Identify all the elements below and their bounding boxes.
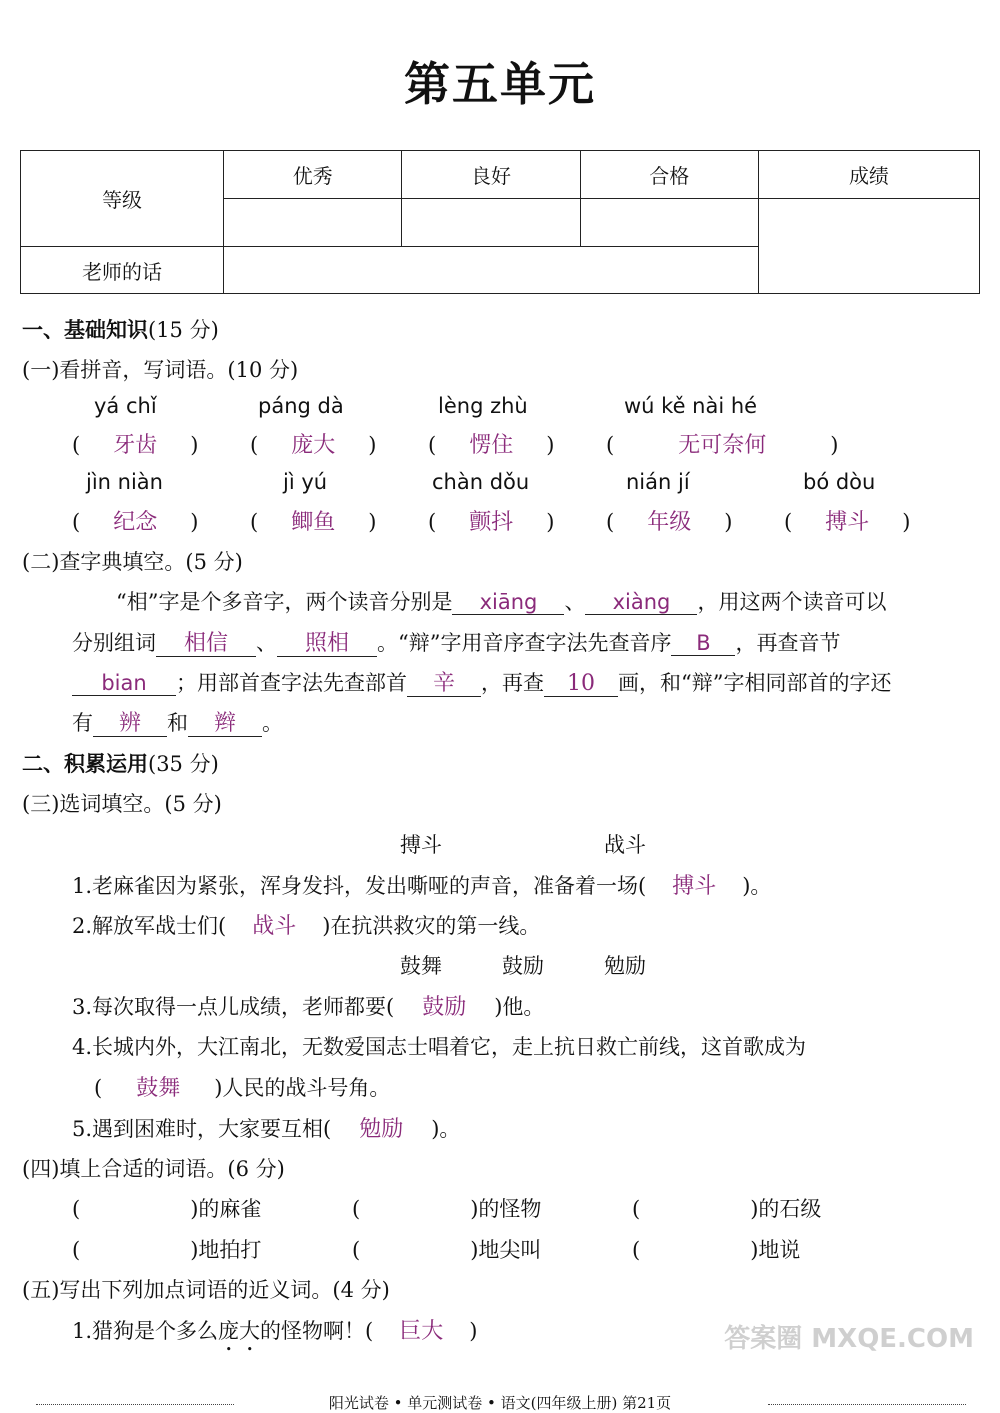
fill-item[interactable]: ( )的麻雀 bbox=[72, 1197, 262, 1221]
answer-box[interactable]: ( 庞大 ) bbox=[250, 433, 377, 458]
q2-line4: 有 辨 和 辫 。 bbox=[72, 711, 283, 736]
answer-box[interactable]: ( 牙齿 ) bbox=[72, 433, 199, 458]
blank[interactable]: 战斗 bbox=[252, 914, 297, 939]
section1-heading: 一、基础知识(15 分) bbox=[22, 317, 219, 342]
answer-box[interactable]: ( 颤抖 ) bbox=[428, 510, 555, 535]
cell-good[interactable] bbox=[402, 199, 580, 247]
teacher-comment-cell[interactable] bbox=[224, 247, 759, 294]
q5-sentence-1: 1.猎狗是个多么庞大的怪物啊！( 巨大 ) bbox=[72, 1314, 477, 1356]
q1-title: (一)看拼音，写词语。(10 分) bbox=[22, 358, 299, 382]
blank[interactable]: 搏斗 bbox=[672, 874, 717, 899]
q5-title: (五)写出下列加点词语的近义词。(4 分) bbox=[22, 1278, 390, 1302]
cell-pass[interactable] bbox=[580, 199, 758, 247]
pinyin: lèng zhù bbox=[438, 394, 528, 418]
cell-excellent[interactable] bbox=[224, 199, 402, 247]
pinyin: yá chǐ bbox=[94, 394, 157, 418]
q3-sentence-4-cont: ( 鼓舞 )人民的战斗号角。 bbox=[94, 1071, 390, 1102]
answer-box[interactable]: ( 无可奈何 ) bbox=[606, 433, 839, 458]
col-pass: 合格 bbox=[580, 151, 758, 199]
pinyin: páng dà bbox=[258, 394, 344, 418]
q3-sentence-4: 4.长城内外，大江南北，无数爱国志士唱着它，走上抗日救亡前线，这首歌成为 bbox=[72, 1035, 807, 1059]
fill-item[interactable]: ( )的怪物 bbox=[352, 1197, 542, 1221]
col-good: 良好 bbox=[402, 151, 580, 199]
q2-title: (二)查字典填空。(5 分) bbox=[22, 550, 243, 574]
q2-line2: 分别组词 相信 、 照相 。“辩”字用音序查字法先查音序 B ，再查音节 bbox=[72, 631, 841, 656]
pinyin: wú kě nài hé bbox=[624, 394, 758, 418]
blank[interactable]: 辫 bbox=[188, 712, 262, 737]
pinyin: nián jí bbox=[626, 470, 690, 494]
blank[interactable]: 辨 bbox=[93, 712, 167, 737]
watermark: 答案圈 MXQE.COM bbox=[724, 1324, 974, 1354]
blank[interactable]: 巨大 bbox=[399, 1319, 444, 1344]
answer-box[interactable]: ( 愣住 ) bbox=[428, 433, 555, 458]
blank[interactable]: 照相 bbox=[277, 632, 377, 657]
pinyin: jì yú bbox=[283, 470, 328, 494]
blank[interactable]: B bbox=[671, 631, 735, 656]
q3-sentence-1: 1.老麻雀因为紧张，浑身发抖，发出嘶哑的声音，准备着一场( 搏斗 )。 bbox=[72, 869, 771, 900]
col-excellent: 优秀 bbox=[224, 151, 402, 199]
q3-title: (三)选词填空。(5 分) bbox=[22, 792, 222, 816]
cell-score[interactable] bbox=[758, 199, 979, 294]
blank[interactable]: 辛 bbox=[407, 672, 481, 697]
pinyin: jìn niàn bbox=[86, 470, 163, 494]
pinyin: chàn dǒu bbox=[432, 470, 530, 494]
fill-item[interactable]: ( )地尖叫 bbox=[352, 1238, 542, 1262]
word-option: 勉励 bbox=[604, 954, 646, 978]
grade-table bbox=[20, 150, 980, 294]
word-option: 鼓励 bbox=[502, 954, 544, 978]
page-title: 第五单元 bbox=[404, 57, 596, 111]
fill-item[interactable]: ( )地说 bbox=[632, 1238, 801, 1262]
q4-title: (四)填上合适的词语。(6 分) bbox=[22, 1157, 285, 1181]
word-option: 战斗 bbox=[604, 833, 646, 857]
answer-box[interactable]: ( 搏斗 ) bbox=[784, 510, 911, 535]
pinyin: bó dòu bbox=[803, 470, 876, 494]
blank[interactable]: 相信 bbox=[156, 632, 256, 657]
answer-box[interactable]: ( 年级 ) bbox=[606, 510, 733, 535]
word-option: 鼓舞 bbox=[400, 954, 442, 978]
blank[interactable]: bian bbox=[72, 671, 176, 696]
q3-sentence-5: 5.遇到困难时，大家要互相( 勉励 )。 bbox=[72, 1112, 460, 1143]
col-score: 成绩 bbox=[758, 151, 979, 199]
fill-item[interactable]: ( )地拍打 bbox=[72, 1238, 262, 1262]
teacher-comment-label: 老师的话 bbox=[21, 247, 224, 294]
blank[interactable]: xiàng bbox=[585, 590, 697, 615]
grade-label: 等级 bbox=[21, 151, 224, 247]
q3-sentence-2: 2.解放军战士们( 战斗 )在抗洪救灾的第一线。 bbox=[72, 909, 540, 940]
blank[interactable]: xiāng bbox=[452, 590, 564, 615]
word-option: 搏斗 bbox=[400, 833, 442, 857]
blank[interactable]: 鼓舞 bbox=[136, 1076, 181, 1101]
blank[interactable]: 10 bbox=[544, 672, 618, 697]
page-footer: 阳光试卷 • 单元测试卷 • 语文(四年级上册) 第21页 bbox=[328, 1394, 672, 1412]
q3-sentence-3: 3.每次取得一点儿成绩，老师都要( 鼓励 )他。 bbox=[72, 990, 544, 1021]
fill-item[interactable]: ( )的石级 bbox=[632, 1197, 822, 1221]
answer-box[interactable]: ( 鲫鱼 ) bbox=[250, 510, 377, 535]
q2-line3: bian ；用部首查字法先查部首 辛 ，再查 10 画，和“辩”字相同部首的字还 bbox=[72, 667, 891, 697]
blank[interactable]: 勉励 bbox=[359, 1117, 404, 1142]
dotted-word: 庞大 bbox=[218, 1319, 261, 1343]
section2-heading: 二、积累运用(35 分) bbox=[22, 751, 219, 776]
blank[interactable]: 鼓励 bbox=[422, 995, 467, 1020]
answer-box[interactable]: ( 纪念 ) bbox=[72, 510, 199, 535]
q2-line1: “相”字是个多音字，两个读音分别是 xiāng 、 xiàng ，用这两个读音可以 bbox=[116, 590, 887, 614]
